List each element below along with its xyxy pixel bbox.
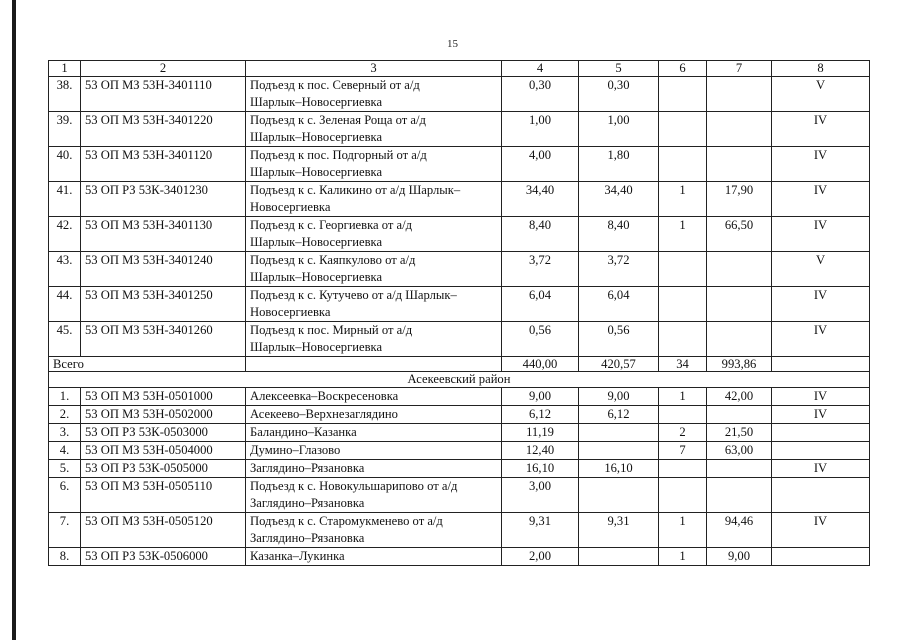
district-row	[49, 372, 870, 388]
row-number: 2.	[49, 406, 81, 424]
road-name-line: Казанка–Лукинка	[250, 549, 345, 563]
table-row	[49, 460, 870, 478]
road-length-paved: 34,40	[579, 182, 659, 217]
total-bridges: 34	[659, 357, 707, 372]
row-number: 45.	[49, 322, 81, 357]
bridge-length	[707, 112, 772, 147]
header-cell: 6	[659, 61, 707, 77]
bridge-length	[707, 478, 772, 513]
road-length: 0,30	[502, 77, 579, 112]
road-category: IV	[772, 513, 870, 548]
road-category: V	[772, 252, 870, 287]
road-name	[246, 322, 502, 357]
road-category: IV	[772, 147, 870, 182]
road-category: IV	[772, 388, 870, 406]
road-category	[772, 478, 870, 513]
road-name-line: Шарлык–Новосергиевка	[250, 235, 383, 249]
bridge-length	[707, 252, 772, 287]
road-length: 4,00	[502, 147, 579, 182]
road-name	[246, 147, 502, 182]
bridge-count: 1	[659, 217, 707, 252]
table-row	[49, 287, 870, 322]
bridge-length: 21,50	[707, 424, 772, 442]
bridge-length	[707, 406, 772, 424]
bridge-count: 1	[659, 182, 707, 217]
row-number: 6.	[49, 478, 81, 513]
road-name-line: Шарлык–Новосергиевка	[250, 340, 383, 354]
road-category: IV	[772, 460, 870, 478]
road-length-paved: 9,00	[579, 388, 659, 406]
bridge-count	[659, 460, 707, 478]
bridge-count	[659, 77, 707, 112]
header-cell: 3	[246, 61, 502, 77]
header-cell: 5	[579, 61, 659, 77]
road-name-line: Подъезд к пос. Северный от а/д	[250, 78, 420, 92]
road-code: 53 ОП МЗ 53Н-3401260	[81, 322, 246, 357]
road-name-line: Подъезд к с. Каяпкулово от а/д	[250, 253, 416, 267]
road-length: 9,00	[502, 388, 579, 406]
road-length: 16,10	[502, 460, 579, 478]
road-length-paved: 6,04	[579, 287, 659, 322]
road-code: 53 ОП МЗ 53Н-3401220	[81, 112, 246, 147]
road-name	[246, 388, 502, 406]
table-row	[49, 322, 870, 357]
header-cell: 7	[707, 61, 772, 77]
road-category: IV	[772, 182, 870, 217]
road-length: 9,31	[502, 513, 579, 548]
road-name-line: Подъезд к пос. Подгорный от а/д	[250, 148, 427, 162]
road-length: 8,40	[502, 217, 579, 252]
road-name	[246, 424, 502, 442]
bridge-count	[659, 478, 707, 513]
table-row	[49, 513, 870, 548]
road-name	[246, 513, 502, 548]
binding-edge	[12, 0, 16, 640]
header-cell: 1	[49, 61, 81, 77]
road-length-paved	[579, 548, 659, 566]
bridge-count: 1	[659, 548, 707, 566]
road-name	[246, 442, 502, 460]
table-body-bottom	[49, 388, 870, 566]
row-number: 4.	[49, 442, 81, 460]
header-cell: 4	[502, 61, 579, 77]
road-name-line: Шарлык–Новосергиевка	[250, 270, 383, 284]
road-category: IV	[772, 287, 870, 322]
road-name	[246, 460, 502, 478]
road-code: 53 ОП РЗ 53К-0506000	[81, 548, 246, 566]
total-empty-cell	[772, 357, 870, 372]
road-length-paved	[579, 442, 659, 460]
road-code: 53 ОП МЗ 53Н-3401240	[81, 252, 246, 287]
bridge-length: 63,00	[707, 442, 772, 460]
road-name	[246, 287, 502, 322]
road-length: 1,00	[502, 112, 579, 147]
total-length: 440,00	[502, 357, 579, 372]
row-number: 44.	[49, 287, 81, 322]
table-row	[49, 112, 870, 147]
table-row	[49, 406, 870, 424]
bridge-length: 94,46	[707, 513, 772, 548]
road-name-line: Асекеево–Верхнезаглядино	[250, 407, 398, 421]
road-code: 53 ОП МЗ 53Н-3401120	[81, 147, 246, 182]
road-length: 11,19	[502, 424, 579, 442]
bridge-count	[659, 112, 707, 147]
bridge-length	[707, 77, 772, 112]
road-name	[246, 406, 502, 424]
road-category	[772, 424, 870, 442]
total-length-paved: 420,57	[579, 357, 659, 372]
row-number: 43.	[49, 252, 81, 287]
road-name	[246, 112, 502, 147]
road-code: 53 ОП РЗ 53К-0503000	[81, 424, 246, 442]
road-length-paved: 1,00	[579, 112, 659, 147]
road-length-paved: 3,72	[579, 252, 659, 287]
road-length-paved: 16,10	[579, 460, 659, 478]
road-name-line: Подъезд к с. Георгиевка от а/д	[250, 218, 413, 232]
table-row	[49, 424, 870, 442]
bridge-count	[659, 406, 707, 424]
road-code: 53 ОП МЗ 53Н-0504000	[81, 442, 246, 460]
road-category	[772, 442, 870, 460]
table-row	[49, 548, 870, 566]
road-name-line: Заглядино–Рязановка	[250, 531, 365, 545]
road-name-line: Подъезд к с. Каликино от а/д Шарлык–	[250, 183, 461, 197]
road-length: 3,72	[502, 252, 579, 287]
road-name-line: Подъезд к с. Новокульшарипово от а/д	[250, 479, 458, 493]
bridge-count: 2	[659, 424, 707, 442]
table-body-top	[49, 77, 870, 357]
row-number: 39.	[49, 112, 81, 147]
road-name-line: Шарлык–Новосергиевка	[250, 95, 383, 109]
header-cell: 2	[81, 61, 246, 77]
road-length-paved	[579, 424, 659, 442]
road-name-line: Шарлык–Новосергиевка	[250, 130, 383, 144]
row-number: 1.	[49, 388, 81, 406]
road-category: IV	[772, 112, 870, 147]
road-name-line: Подъезд к пос. Мирный от а/д	[250, 323, 413, 337]
bridge-length	[707, 460, 772, 478]
road-name-line: Баландино–Казанка	[250, 425, 357, 439]
road-name	[246, 217, 502, 252]
road-category: IV	[772, 322, 870, 357]
road-name-line: Думино–Глазово	[250, 443, 341, 457]
bridge-count: 1	[659, 513, 707, 548]
road-name-line: Подъезд к с. Старомукменево от а/д	[250, 514, 443, 528]
table-row	[49, 252, 870, 287]
road-length-paved: 8,40	[579, 217, 659, 252]
road-name	[246, 478, 502, 513]
road-name-line: Заглядино–Рязановка	[250, 461, 365, 475]
road-name	[246, 252, 502, 287]
road-code: 53 ОП МЗ 53Н-0501000	[81, 388, 246, 406]
bridge-length: 42,00	[707, 388, 772, 406]
road-name-line: Новосергиевка	[250, 305, 331, 319]
row-number: 41.	[49, 182, 81, 217]
road-length-paved: 0,30	[579, 77, 659, 112]
table-row	[49, 217, 870, 252]
total-row	[49, 357, 870, 372]
bridge-length	[707, 322, 772, 357]
road-length-paved	[579, 478, 659, 513]
bridge-count: 1	[659, 388, 707, 406]
road-length: 0,56	[502, 322, 579, 357]
road-code: 53 ОП МЗ 53Н-3401110	[81, 77, 246, 112]
road-name-line: Подъезд к с. Зеленая Роща от а/д	[250, 113, 426, 127]
row-number: 38.	[49, 77, 81, 112]
road-category: IV	[772, 406, 870, 424]
road-length-paved: 0,56	[579, 322, 659, 357]
road-length: 2,00	[502, 548, 579, 566]
row-number: 5.	[49, 460, 81, 478]
total-label: Всего	[49, 357, 246, 372]
roads-table	[48, 60, 870, 566]
road-name	[246, 182, 502, 217]
row-number: 3.	[49, 424, 81, 442]
road-name-line: Шарлык–Новосергиевка	[250, 165, 383, 179]
bridge-length: 9,00	[707, 548, 772, 566]
road-code: 53 ОП РЗ 53К-0505000	[81, 460, 246, 478]
table-row	[49, 77, 870, 112]
road-length-paved: 9,31	[579, 513, 659, 548]
table-row	[49, 182, 870, 217]
bridge-count: 7	[659, 442, 707, 460]
road-name	[246, 77, 502, 112]
road-length: 6,12	[502, 406, 579, 424]
page-number: 15	[447, 38, 458, 50]
road-category: V	[772, 77, 870, 112]
header-row	[49, 61, 870, 77]
road-length: 3,00	[502, 478, 579, 513]
total-empty-cell	[246, 357, 502, 372]
table-body-summary	[49, 357, 870, 388]
header-cell: 8	[772, 61, 870, 77]
table-row	[49, 388, 870, 406]
road-code: 53 ОП МЗ 53Н-3401130	[81, 217, 246, 252]
road-name-line: Заглядино–Рязановка	[250, 496, 365, 510]
bridge-count	[659, 147, 707, 182]
bridge-length	[707, 147, 772, 182]
road-length-paved: 6,12	[579, 406, 659, 424]
road-code: 53 ОП МЗ 53Н-3401250	[81, 287, 246, 322]
bridge-count	[659, 252, 707, 287]
road-name-line: Алексеевка–Воскресеновка	[250, 389, 399, 403]
row-number: 8.	[49, 548, 81, 566]
bridge-count	[659, 322, 707, 357]
row-number: 40.	[49, 147, 81, 182]
road-code: 53 ОП РЗ 53К-3401230	[81, 182, 246, 217]
road-length: 6,04	[502, 287, 579, 322]
row-number: 42.	[49, 217, 81, 252]
road-category	[772, 548, 870, 566]
road-name-line: Подъезд к с. Кутучево от а/д Шарлык–	[250, 288, 457, 302]
row-number: 7.	[49, 513, 81, 548]
bridge-length: 17,90	[707, 182, 772, 217]
table-row	[49, 147, 870, 182]
bridge-count	[659, 287, 707, 322]
road-code: 53 ОП МЗ 53Н-0505110	[81, 478, 246, 513]
district-name: Асекеевский район	[49, 372, 870, 388]
bridge-length: 66,50	[707, 217, 772, 252]
road-code: 53 ОП МЗ 53Н-0505120	[81, 513, 246, 548]
road-name-line: Новосергиевка	[250, 200, 331, 214]
road-length: 34,40	[502, 182, 579, 217]
road-length-paved: 1,80	[579, 147, 659, 182]
table-row	[49, 442, 870, 460]
road-length: 12,40	[502, 442, 579, 460]
road-category: IV	[772, 217, 870, 252]
table-row	[49, 478, 870, 513]
road-name	[246, 548, 502, 566]
road-code: 53 ОП МЗ 53Н-0502000	[81, 406, 246, 424]
total-bridges-length: 993,86	[707, 357, 772, 372]
bridge-length	[707, 287, 772, 322]
